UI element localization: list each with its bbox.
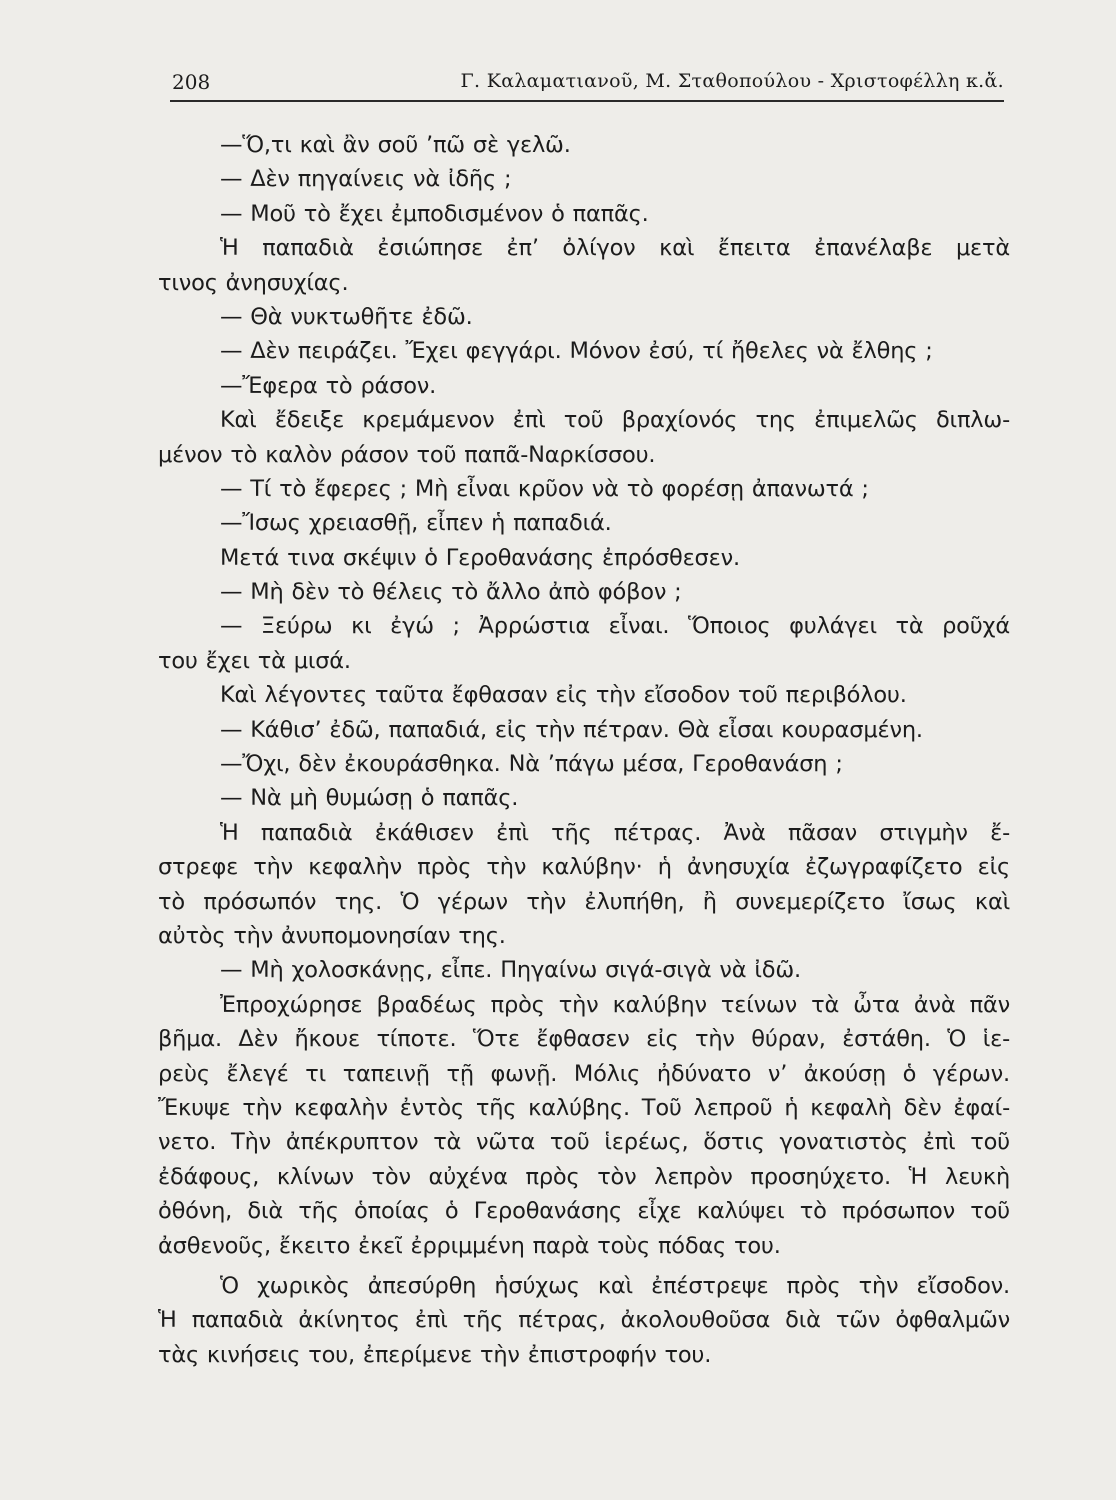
running-head: Γ. Καλαματιανοῦ, Μ. Σταθοπούλου - Χριστοφέλλη κ.ἄ. <box>460 70 1004 92</box>
text-line: — Νὰ μὴ θυμώσῃ ὁ παπᾶς. <box>220 785 519 812</box>
text-line: Ἔκυψε τὴν κεφαλὴν ἐντὸς τῆς καλύβης. Τοῦ λεπροῦ ἡ κεφαλὴ δὲν ἐφαί- <box>158 1094 1010 1121</box>
header-rule <box>170 100 1004 102</box>
text-line: τὸ πρόσωπόν της. Ὁ γέρων τὴν ἐλυπήθη, ἢ συνεμερίζετο ἴσως καὶ <box>158 888 1010 915</box>
text-line: Μετά τινα σκέψιν ὁ Γεροθανάσης ἐπρόσθεσεν. <box>220 544 740 571</box>
text-line: Ἡ παπαδιὰ ἐσιώπησε ἐπ’ ὀλίγον καὶ ἔπειτα ἐπανέλαβε μετὰ <box>220 235 1010 262</box>
text-line: νετο. Τὴν ἀπέκρυπτον τὰ νῶτα τοῦ ἱερέως, ὅστις γονατιστὸς ἐπὶ τοῦ <box>158 1129 1010 1156</box>
text-line: Ὁ χωρικὸς ἀπεσύρθη ἡσύχως καὶ ἐπέστρεψε πρὸς τὴν εἴσοδον. <box>220 1272 1010 1299</box>
text-line: ὀθόνη, διὰ τῆς ὁποίας ὁ Γεροθανάσης εἶχε καλύψει τὸ πρόσωπον τοῦ <box>158 1198 1010 1225</box>
text-line: — Μὴ χολοσκάνῃς, εἶπε. Πηγαίνω σιγά-σιγὰ νὰ ἰδῶ. <box>220 957 801 984</box>
text-line: —Ἴσως χρειασθῇ, εἶπεν ἡ παπαδιά. <box>220 510 612 537</box>
text-line: —Ἔφερα τὸ ράσον. <box>220 372 437 399</box>
page-number: 208 <box>172 70 211 94</box>
body-text <box>158 128 1010 1372</box>
text-line: —Ὅ,τι καὶ ἂν σοῦ ’πῶ σὲ γελῶ. <box>220 132 571 158</box>
text-line: — Τί τὸ ἔφερες ; Μὴ εἶναι κρῦον νὰ τὸ φορέσῃ ἀπανωτά ; <box>220 475 869 502</box>
text-line: αὐτὸς τὴν ἀνυπομονησίαν της. <box>158 922 506 949</box>
text-line: βῆμα. Δὲν ἤκουε τίποτε. Ὅτε ἔφθασεν εἰς τὴν θύραν, ἐστάθη. Ὁ ἱε- <box>158 1026 1010 1053</box>
text-line: — Θὰ νυκτωθῆτε ἐδῶ. <box>220 303 473 330</box>
text-line: — Ξεύρω κι ἐγώ ; Ἀρρώστια εἶναι. Ὅποιος φυλάγει τὰ ροῦχά <box>220 613 1010 640</box>
text-line: ἐδάφους, κλίνων τὸν αὐχένα πρὸς τὸν λεπρὸν προσηύχετο. Ἡ λευκὴ <box>158 1163 1010 1190</box>
text-line: — Δὲν πηγαίνεις νὰ ἰδῆς ; <box>220 166 512 193</box>
text-line: — Μὴ δὲν τὸ θέλεις τὸ ἄλλο ἀπὸ φόβον ; <box>220 579 682 606</box>
text-line: μένον τὸ καλὸν ράσον τοῦ παπᾶ-Ναρκίσσου. <box>158 441 656 468</box>
text-line: — Μοῦ τὸ ἔχει ἐμποδισμένον ὁ παπᾶς. <box>220 200 649 227</box>
text-line: ρεὺς ἔλεγέ τι ταπεινῇ τῇ φωνῇ. Μόλις ἠδύνατο ν’ ἀκούσῃ ὁ γέρων. <box>158 1060 1010 1087</box>
text-line: Ἐπροχώρησε βραδέως πρὸς τὴν καλύβην τείνων τὰ ὦτα ἀνὰ πᾶν <box>220 991 1010 1018</box>
text-line: —Ὄχι, δὲν ἐκουράσθηκα. Νὰ ’πάγω μέσα, Γεροθανάση ; <box>220 751 843 778</box>
text-line: Καὶ ἔδειξε κρεμάμενον ἐπὶ τοῦ βραχίονός της ἐπιμελῶς διπλω- <box>220 407 1010 434</box>
text-line: Ἡ παπαδιὰ ἐκάθισεν ἐπὶ τῆς πέτρας. Ἀνὰ πᾶσαν στιγμὴν ἔ- <box>220 819 1010 846</box>
text-line: ἀσθενοῦς, ἔκειτο ἐκεῖ ἐρριμμένη παρὰ τοὺς πόδας του. <box>158 1232 781 1259</box>
text-line: — Κάθισ’ ἐδῶ, παπαδιά, εἰς τὴν πέτραν. Θὰ εἶσαι κουρασμένη. <box>220 716 923 743</box>
text-line: τινος ἀνησυχίας. <box>158 269 349 296</box>
text-line: του ἔχει τὰ μισά. <box>158 647 351 674</box>
text-line: — Δὲν πειράζει. Ἔχει φεγγάρι. Μόνον ἐσύ, τί ἤθελες νὰ ἔλθης ; <box>220 338 933 365</box>
page-header <box>172 70 1004 100</box>
text-line: στρεφε τὴν κεφαλὴν πρὸς τὴν καλύβην· ἡ ἀνησυχία ἐζωγραφίζετο εἰς <box>158 854 1010 881</box>
text-line: τὰς κινήσεις του, ἐπερίμενε τὴν ἐπιστροφήν του. <box>158 1341 712 1368</box>
text-line: Καὶ λέγοντες ταῦτα ἔφθασαν εἰς τὴν εἴσοδον τοῦ περιβόλου. <box>220 682 907 709</box>
text-line: Ἡ παπαδιὰ ἀκίνητος ἐπὶ τῆς πέτρας, ἀκολουθοῦσα διὰ τῶν ὀφθαλμῶν <box>158 1307 1010 1334</box>
